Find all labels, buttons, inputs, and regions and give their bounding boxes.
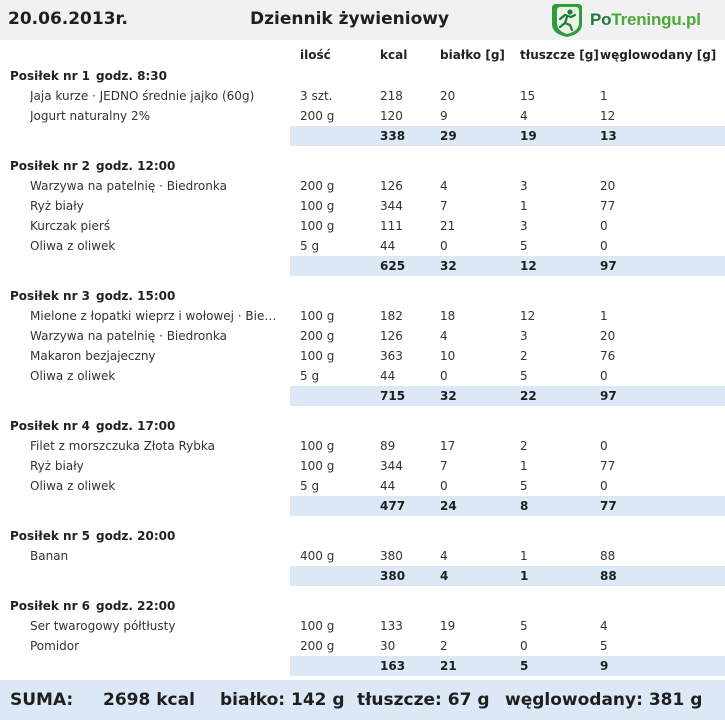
food-carbs: 20 — [600, 329, 616, 343]
food-carbs: 77 — [600, 459, 616, 473]
food-row — [0, 546, 725, 566]
meal-section — [0, 156, 725, 286]
food-row — [0, 306, 725, 326]
food-row — [0, 436, 725, 456]
food-protein: 7 — [440, 199, 448, 213]
col-protein: białko [g] — [440, 48, 505, 62]
daily-summary — [0, 680, 725, 720]
food-kcal: 133 — [380, 619, 403, 633]
col-carbs: węglowodany [g] — [600, 48, 717, 62]
food-protein: 18 — [440, 309, 456, 323]
logo-text-po: Po — [590, 10, 612, 29]
food-carbs: 5 — [600, 639, 608, 653]
food-name: Oliwa z oliwek — [30, 239, 116, 253]
food-carbs: 0 — [600, 439, 608, 453]
food-qty: 200 g — [300, 109, 335, 123]
food-carbs: 20 — [600, 179, 616, 193]
food-carbs: 76 — [600, 349, 616, 363]
food-protein: 0 — [440, 369, 448, 383]
food-name: Mielone z łopatki wieprz i wołowej · Bie… — [30, 309, 277, 323]
food-carbs: 0 — [600, 369, 608, 383]
meal-spacer — [0, 516, 725, 526]
summary-label: SUMA: — [10, 690, 74, 710]
food-kcal: 344 — [380, 199, 403, 213]
food-qty: 5 g — [300, 479, 320, 493]
col-qty: ilość — [300, 48, 331, 62]
col-kcal: kcal — [380, 48, 408, 62]
food-name: Makaron bezjajeczny — [30, 349, 156, 363]
food-carbs: 77 — [600, 199, 616, 213]
food-carbs: 88 — [600, 549, 616, 563]
total-kcal: 715 — [380, 389, 406, 403]
summary-carbs: węglowodany: 381 g — [505, 690, 703, 710]
food-protein: 0 — [440, 239, 448, 253]
meals-list — [0, 66, 725, 676]
total-carbs: 88 — [600, 569, 617, 583]
food-fat: 2 — [520, 349, 528, 363]
diary-date: 20.06.2013r. — [8, 9, 128, 29]
food-kcal: 111 — [380, 219, 403, 233]
food-row — [0, 216, 725, 236]
food-name: Jogurt naturalny 2% — [30, 109, 151, 123]
meal-spacer — [0, 146, 725, 156]
food-fat: 5 — [520, 619, 528, 633]
meal-total-band — [290, 256, 725, 276]
food-row — [0, 346, 725, 366]
food-carbs: 1 — [600, 309, 608, 323]
food-row — [0, 176, 725, 196]
meal-name: Posiłek nr 1 — [10, 69, 91, 83]
food-fat: 3 — [520, 219, 528, 233]
col-fat: tłuszcze [g] — [520, 48, 599, 62]
food-qty: 5 g — [300, 369, 320, 383]
total-fat: 5 — [520, 659, 529, 673]
meal-spacer — [0, 586, 725, 596]
meal-time: godz. 20:00 — [96, 529, 176, 543]
food-row — [0, 236, 725, 256]
logo-text-rest: Treningu.pl — [611, 10, 701, 29]
food-qty: 100 g — [300, 459, 335, 473]
food-protein: 21 — [440, 219, 456, 233]
total-fat: 19 — [520, 129, 537, 143]
total-fat: 12 — [520, 259, 537, 273]
total-carbs: 13 — [600, 129, 617, 143]
food-kcal: 126 — [380, 329, 403, 343]
column-headers — [0, 48, 725, 64]
food-row — [0, 616, 725, 636]
food-kcal: 30 — [380, 639, 396, 653]
meal-header — [0, 286, 725, 306]
meal-section — [0, 416, 725, 526]
meal-total-row — [0, 256, 725, 276]
total-protein: 29 — [440, 129, 457, 143]
food-row — [0, 366, 725, 386]
meal-section — [0, 286, 725, 416]
food-kcal: 182 — [380, 309, 403, 323]
food-qty: 200 g — [300, 639, 335, 653]
food-name: Warzywa na patelnię · Biedronka — [30, 329, 227, 343]
meal-total-band — [290, 656, 725, 676]
meal-total-row — [0, 126, 725, 146]
meal-total-row — [0, 496, 725, 516]
food-qty: 100 g — [300, 199, 335, 213]
food-protein: 4 — [440, 329, 448, 343]
food-fat: 3 — [520, 179, 528, 193]
meal-section — [0, 596, 725, 676]
food-qty: 100 g — [300, 349, 335, 363]
total-carbs: 77 — [600, 499, 617, 513]
food-carbs: 0 — [600, 239, 608, 253]
meal-name: Posiłek nr 5 — [10, 529, 91, 543]
runner-logo-icon — [548, 2, 584, 38]
food-carbs: 12 — [600, 109, 616, 123]
meal-spacer — [0, 406, 725, 416]
food-qty: 200 g — [300, 179, 335, 193]
total-fat: 8 — [520, 499, 529, 513]
potreningu-logo[interactable] — [548, 2, 701, 38]
food-carbs: 0 — [600, 479, 608, 493]
total-kcal: 380 — [380, 569, 406, 583]
food-name: Ryż biały — [30, 459, 84, 473]
food-name: Filet z morszczuka Złota Rybka — [30, 439, 215, 453]
food-kcal: 126 — [380, 179, 403, 193]
food-name: Jaja kurze · JEDNO średnie jajko (60g) — [30, 89, 255, 103]
food-kcal: 344 — [380, 459, 403, 473]
total-fat: 22 — [520, 389, 537, 403]
meal-header — [0, 596, 725, 616]
food-protein: 19 — [440, 619, 456, 633]
total-protein: 24 — [440, 499, 457, 513]
meal-section — [0, 66, 725, 156]
food-kcal: 363 — [380, 349, 403, 363]
food-row — [0, 106, 725, 126]
food-kcal: 89 — [380, 439, 396, 453]
food-fat: 1 — [520, 549, 528, 563]
meal-name: Posiłek nr 6 — [10, 599, 91, 613]
food-qty: 400 g — [300, 549, 335, 563]
meal-time: godz. 12:00 — [96, 159, 176, 173]
food-fat: 5 — [520, 239, 528, 253]
total-protein: 32 — [440, 259, 457, 273]
food-protein: 20 — [440, 89, 456, 103]
food-name: Banan — [30, 549, 69, 563]
food-protein: 10 — [440, 349, 456, 363]
food-name: Ryż biały — [30, 199, 84, 213]
meal-header — [0, 156, 725, 176]
meal-total-row — [0, 386, 725, 406]
food-row — [0, 196, 725, 216]
total-kcal: 625 — [380, 259, 406, 273]
food-row — [0, 636, 725, 656]
total-kcal: 338 — [380, 129, 406, 143]
food-kcal: 120 — [380, 109, 403, 123]
meal-section — [0, 526, 725, 596]
food-kcal: 44 — [380, 479, 396, 493]
food-row — [0, 86, 725, 106]
food-protein: 4 — [440, 549, 448, 563]
food-fat: 1 — [520, 459, 528, 473]
total-protein: 4 — [440, 569, 449, 583]
food-name: Warzywa na patelnię · Biedronka — [30, 179, 227, 193]
food-qty: 100 g — [300, 439, 335, 453]
page-title: Dziennik żywieniowy — [250, 9, 450, 29]
meal-total-band — [290, 566, 725, 586]
meal-name: Posiłek nr 4 — [10, 419, 91, 433]
total-carbs: 9 — [600, 659, 609, 673]
food-fat: 1 — [520, 199, 528, 213]
meal-total-row — [0, 566, 725, 586]
food-carbs: 1 — [600, 89, 608, 103]
meal-time: godz. 17:00 — [96, 419, 176, 433]
meal-header — [0, 66, 725, 86]
food-protein: 4 — [440, 179, 448, 193]
food-qty: 100 g — [300, 619, 335, 633]
food-protein: 0 — [440, 479, 448, 493]
food-protein: 9 — [440, 109, 448, 123]
meal-time: godz. 15:00 — [96, 289, 176, 303]
meal-header — [0, 416, 725, 436]
meal-spacer — [0, 276, 725, 286]
food-qty: 5 g — [300, 239, 320, 253]
food-name: Ser twarogowy półtłusty — [30, 619, 176, 633]
total-kcal: 163 — [380, 659, 406, 673]
meal-name: Posiłek nr 2 — [10, 159, 91, 173]
food-fat: 0 — [520, 639, 528, 653]
total-fat: 1 — [520, 569, 529, 583]
food-qty: 3 szt. — [300, 89, 333, 103]
food-carbs: 0 — [600, 219, 608, 233]
meal-total-band — [290, 496, 725, 516]
food-fat: 2 — [520, 439, 528, 453]
page-header — [0, 0, 725, 40]
food-row — [0, 476, 725, 496]
summary-protein: białko: 142 g — [220, 690, 345, 710]
total-carbs: 97 — [600, 389, 617, 403]
food-name: Pomidor — [30, 639, 80, 653]
food-fat: 5 — [520, 479, 528, 493]
meal-total-row — [0, 656, 725, 676]
food-row — [0, 326, 725, 346]
meal-time: godz. 22:00 — [96, 599, 176, 613]
food-qty: 100 g — [300, 219, 335, 233]
food-protein: 17 — [440, 439, 456, 453]
meal-header — [0, 526, 725, 546]
food-carbs: 4 — [600, 619, 608, 633]
food-qty: 100 g — [300, 309, 335, 323]
food-fat: 3 — [520, 329, 528, 343]
total-protein: 32 — [440, 389, 457, 403]
summary-fat: tłuszcze: 67 g — [357, 690, 490, 710]
total-carbs: 97 — [600, 259, 617, 273]
food-kcal: 380 — [380, 549, 403, 563]
total-kcal: 477 — [380, 499, 406, 513]
food-fat: 12 — [520, 309, 536, 323]
meal-name: Posiłek nr 3 — [10, 289, 91, 303]
food-qty: 200 g — [300, 329, 335, 343]
meal-time: godz. 8:30 — [96, 69, 167, 83]
food-name: Oliwa z oliwek — [30, 369, 116, 383]
meal-total-band — [290, 386, 725, 406]
summary-kcal: 2698 kcal — [103, 690, 195, 710]
food-kcal: 44 — [380, 239, 396, 253]
meal-total-band — [290, 126, 725, 146]
food-name: Kurczak pierś — [30, 219, 111, 233]
food-protein: 7 — [440, 459, 448, 473]
food-kcal: 44 — [380, 369, 396, 383]
food-name: Oliwa z oliwek — [30, 479, 116, 493]
food-fat: 5 — [520, 369, 528, 383]
food-protein: 2 — [440, 639, 448, 653]
logo-text — [590, 10, 701, 30]
food-fat: 15 — [520, 89, 536, 103]
food-fat: 4 — [520, 109, 528, 123]
food-row — [0, 456, 725, 476]
food-kcal: 218 — [380, 89, 403, 103]
total-protein: 21 — [440, 659, 457, 673]
